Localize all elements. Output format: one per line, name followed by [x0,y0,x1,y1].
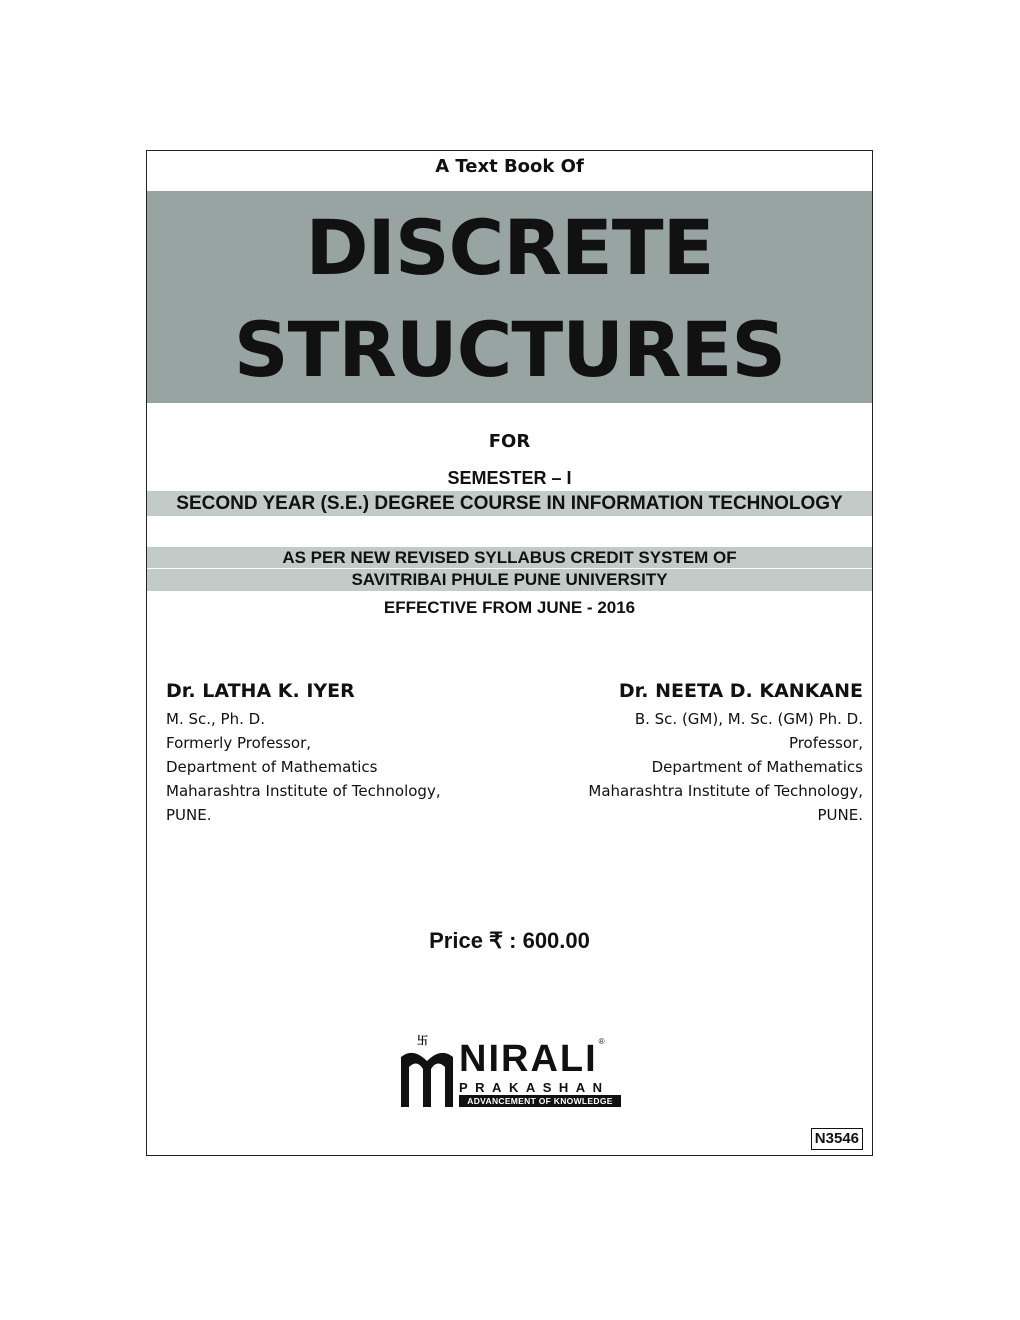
author-2 [533,679,863,827]
publisher-wordmark [459,1038,621,1107]
author-detail: Formerly Professor, [166,734,312,752]
book-code: N3546 [811,1128,863,1150]
open-book-icon [399,1047,455,1107]
author-detail: M. Sc., Ph. D. [166,710,265,728]
cover-frame [146,150,873,1156]
registered-icon: ® [598,1037,607,1046]
author-detail: Professor, [788,734,863,752]
author-detail: B. Sc. (GM), M. Sc. (GM) Ph. D. [634,710,863,728]
author-detail: PUNE. [817,806,863,824]
effective-date: EFFECTIVE FROM JUNE - 2016 [383,598,636,617]
author-detail: Department of Mathematics [651,758,863,776]
swastika-icon: 卐 [417,1034,428,1047]
book-emblem-icon [399,1035,455,1107]
publisher-sub: PRAKASHAN [459,1080,610,1095]
semester: SEMESTER – I [447,468,572,488]
syllabus-line-2: SAVITRIBAI PHULE PUNE UNIVERSITY [351,570,668,589]
publisher-name-row [459,1038,621,1080]
author-name: Dr. NEETA D. KANKANE [618,680,863,702]
author-1 [166,679,496,827]
publisher-name: NIRALI [459,1038,598,1080]
author-detail: Department of Mathematics [166,758,378,776]
syllabus-band [147,547,872,591]
title-line-1: DISCRETE [305,203,714,292]
price: Price ₹ : 600.00 [429,928,590,953]
author-detail: Maharashtra Institute of Technology, [166,782,441,800]
subtitle: A Text Book Of [435,156,584,177]
publisher-tagline: ADVANCEMENT OF KNOWLEDGE [459,1095,621,1107]
author-name: Dr. LATHA K. IYER [166,680,355,702]
author-detail: PUNE. [166,806,212,824]
author-detail: Maharashtra Institute of Technology, [588,782,863,800]
course-band: SECOND YEAR (S.E.) DEGREE COURSE IN INFORMATION TECHNOLOGY [147,491,872,516]
syllabus-line-1: AS PER NEW REVISED SYLLABUS CREDIT SYSTEM OF [282,548,737,567]
title-band [147,191,872,403]
for-label: FOR [488,431,531,452]
title-line-2: STRUCTURES [233,305,786,394]
publisher-logo [399,1035,621,1107]
